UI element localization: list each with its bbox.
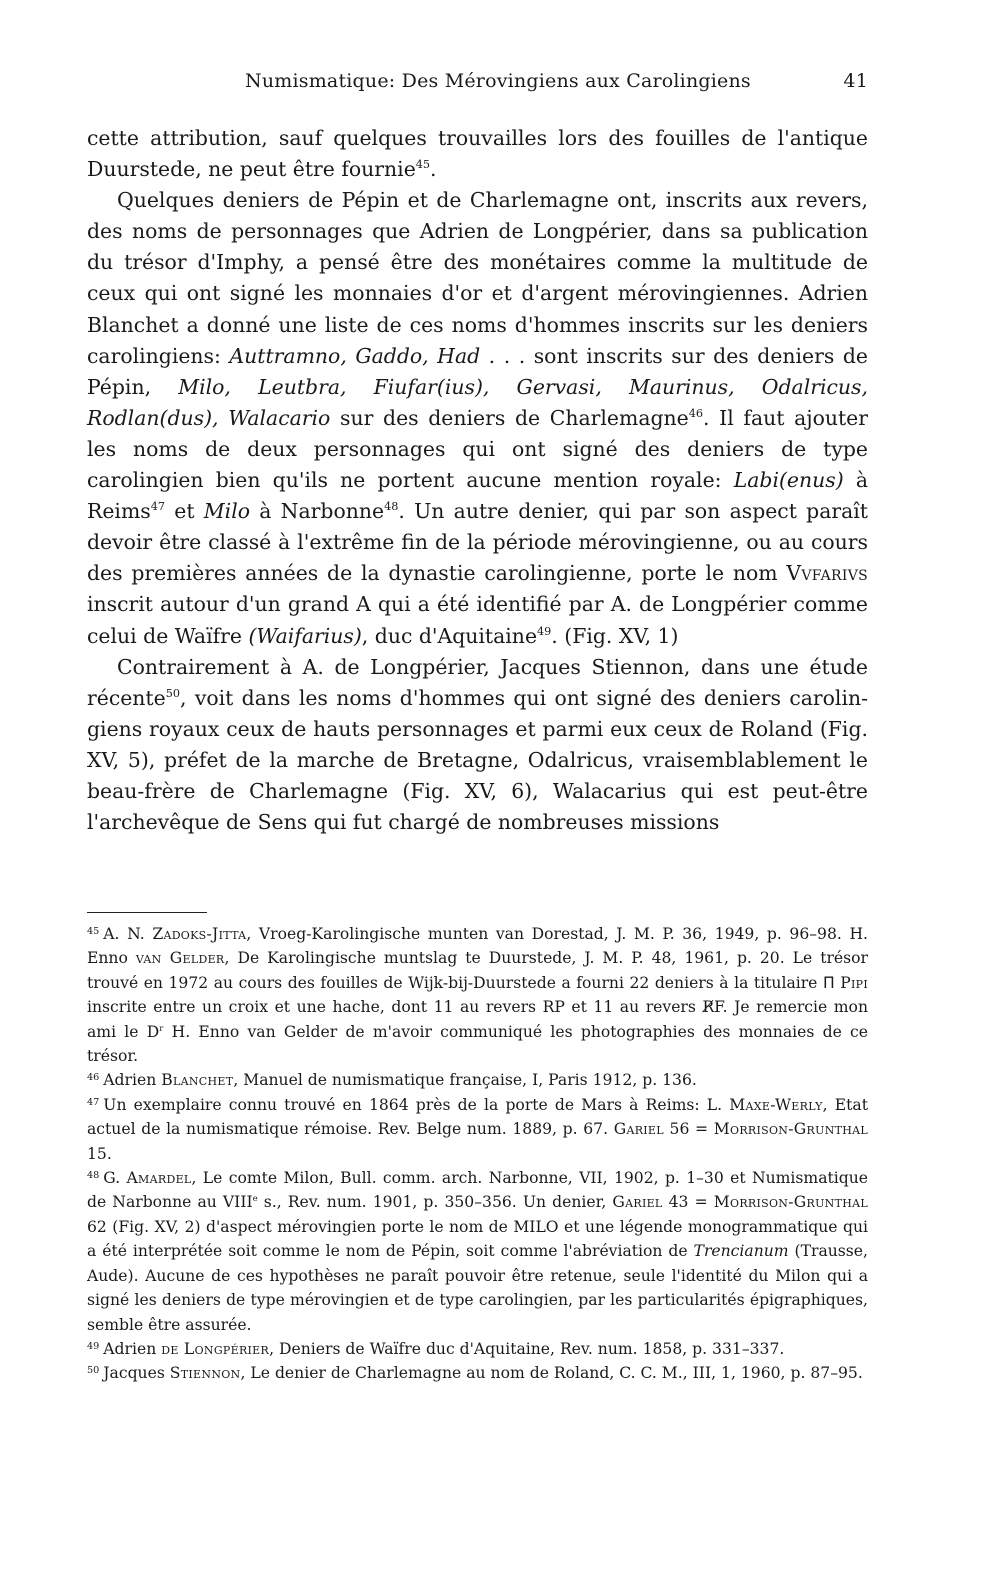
author-name: Maxe-Werly xyxy=(729,1095,823,1114)
text: , Manuel de numismatique française, I, Paris 1912, p. 136. xyxy=(233,1071,697,1090)
footnote-45 xyxy=(87,922,868,1068)
text: A. N. xyxy=(103,925,153,943)
author-name: Zadoks-Jitta xyxy=(152,925,247,943)
text: 56 = xyxy=(663,1120,714,1139)
running-title: Numismatique: Des Mérovingiens aux Carolingiens xyxy=(245,70,751,92)
text: à Reims xyxy=(87,468,868,524)
author-name: Blanchet xyxy=(161,1071,234,1090)
text: Quelques deniers de Pépin et de Charlemagne ont, inscrits aux revers, des noms de personnages que Adrien de Longpérier, dans sa publication du trésor d'Imphy, a pensé être des monétaires comme la multitude de ceux qui ont signé les monnaies d'or et d'argent mérovingiennes. Adrien Blanchet a donné une liste de ces noms d'hommes inscrits sur les deniers carolingiens: xyxy=(87,188,868,368)
text: G. xyxy=(103,1169,127,1188)
page-number: 41 xyxy=(843,70,868,92)
footnote-49 xyxy=(87,1337,868,1361)
footnotes xyxy=(87,922,868,1386)
text: Jacques xyxy=(103,1364,170,1383)
footnote-46 xyxy=(87,1068,868,1092)
author-name: Morrison-Grunthal xyxy=(713,1193,868,1212)
text: Adrien xyxy=(103,1339,162,1358)
text: Adrien xyxy=(103,1071,162,1090)
footnote-50 xyxy=(87,1361,868,1385)
superscript: e xyxy=(252,1194,258,1205)
text: . (Fig. XV, 1) xyxy=(551,623,679,648)
text: , Vroeg-Karolingische munten van Dorestad, J. M. P. 36, 1949, p. 96–98. H. Enno xyxy=(87,925,868,968)
footnote-rule xyxy=(87,912,207,913)
text: à Narbonne xyxy=(250,499,385,524)
text: s., Rev. num. 1901, p. 350–356. Un denier, xyxy=(257,1193,613,1212)
footnote-ref-49: 49 xyxy=(537,624,552,638)
main-text xyxy=(87,123,868,838)
author-name: de Longpérier xyxy=(161,1339,270,1358)
footnote-48 xyxy=(87,1166,868,1337)
text: , Etat actuel de la numismatique rémoise. Rev. Belge num. 1889, p. 67. xyxy=(87,1095,868,1139)
text: , Deniers de Waïfre duc d'Aquitaine, Rev. num. 1858, p. 331–337. xyxy=(269,1339,785,1358)
author-name: Gariel xyxy=(612,1193,663,1212)
text: , De Karolingische muntslag te Duurstede, J. M. P. 48, 1961, p. 20. Le trésor trouvé en 1972 au cours des fouilles de Wijk-bij-Duurstede a fourni 22 deniers à la titulaire xyxy=(87,949,868,992)
author-name: Gariel xyxy=(613,1120,664,1139)
footnote-number: 45 xyxy=(87,925,100,937)
rf-monogram-glyph: R̸F xyxy=(702,998,723,1017)
italic-names: Auttramno, Gaddo, Had xyxy=(229,343,481,368)
text: et xyxy=(165,499,204,524)
footnote-number: 49 xyxy=(87,1340,100,1352)
text: . . . sont inscrits sur des deniers de Pépin, xyxy=(87,343,868,399)
text: . Un autre denier, qui par son aspect paraît devoir être classé à l'extrême fin de la période mérovingienne, ou au cours des premières années de la dynastie carolingienne, porte le nom xyxy=(87,499,869,586)
superscript: r xyxy=(159,1023,164,1034)
text: , Le denier de Charlemagne au nom de Roland, C. C. M., III, 1, 1960, p. 87–95. xyxy=(240,1364,863,1383)
footnote-ref-46: 46 xyxy=(688,407,704,420)
text: Contrairement à A. de Longpérier, Jacques Stiennon, dans une étude récente xyxy=(87,654,868,710)
author-name: Stiennon xyxy=(169,1364,241,1383)
text: , voit dans les noms d'hommes qui ont signé des deniers carolingiens royaux ceux de hauts personnages et parmi eux ceux de Roland (Fig. XV, 5), préfet de la marche de Bretagne, Odalricus, vraisemblablement le beau-frère de Charlemagne (Fig. XV, 6), Walacarius qui est peut-être l'archevêque de Sens qui fut chargé de nombreuses missions xyxy=(87,685,868,835)
text: 62 (Fig. XV, 2) d'aspect mérovingien porte le nom de MILO et une légende monogrammatique qui a été interprétée soit comme le nom de Pépin, soit comme l'abréviation de xyxy=(87,1217,868,1261)
text: . Il faut ajouter les noms de deux personnages qui ont signé des deniers de type carolingien bien qu'ils ne portent aucune mention royale: xyxy=(87,405,868,493)
text: sur des deniers de Charlemagne xyxy=(330,405,689,430)
footnote-number: 46 xyxy=(87,1072,100,1084)
text: 43 = xyxy=(662,1193,714,1212)
text: 15. xyxy=(87,1144,112,1163)
pi-monogram-glyph: Π xyxy=(822,973,835,992)
italic-name: Milo xyxy=(203,499,250,524)
text: H. Enno van Gelder de m'avoir communiqué les photographies des monnaies de ce trésor. xyxy=(87,1022,868,1066)
text: cette attribution, sauf quelques trouvailles lors des fouilles de l'antique Duurstede, ne peut être fournie xyxy=(87,126,868,182)
text: (Trausse, Aude). Aucune de ces hypothèses ne paraît pouvoir être retenue, seule l'identité du Milon qui a signé les deniers de type mérovingien et de type carolingien, par les particularités épigraphiques, semble être assurée. xyxy=(87,1242,868,1334)
text: inscrite entre un croix et une hache, dont 11 au revers RP et 11 au revers xyxy=(87,998,703,1017)
author-name: Morrison-Grunthal xyxy=(713,1120,869,1139)
footnote-number: 48 xyxy=(87,1169,100,1181)
text: inscrit autour d'un grand A qui a été identifié par A. de Longpérier comme celui de Waïfre xyxy=(87,592,868,648)
text: , Le comte Milon, Bull. comm. arch. Narbonne, VII, 1902, p. 1–30 et Numismatique de Narbonne au VIII xyxy=(87,1169,868,1212)
footnote-ref-48: 48 xyxy=(384,500,399,514)
footnote-ref-45: 45 xyxy=(415,158,431,172)
text: , duc d'Aquitaine xyxy=(361,623,538,648)
footnote-ref-50: 50 xyxy=(165,686,180,700)
footnote-ref-47: 47 xyxy=(150,500,166,514)
author-name: Amardel xyxy=(126,1169,192,1188)
footnote-number: 47 xyxy=(87,1096,100,1108)
running-head xyxy=(245,70,868,100)
paragraph-1 xyxy=(87,123,868,185)
text: Un exemplaire connu trouvé en 1864 près de la porte de Mars à Reims: L. xyxy=(103,1095,730,1114)
footnote-47 xyxy=(87,1093,868,1166)
paragraph-2 xyxy=(87,185,868,651)
italic-names: Milo, Leutbra, Fiufar(ius), Gervasi, Maurinus, Odalricus, Rodlan(dus), Walacario xyxy=(87,374,868,430)
small-caps-legend: Vvfarivs xyxy=(786,561,868,586)
text: . xyxy=(430,157,437,182)
text: . Je remercie mon ami le D xyxy=(87,998,868,1041)
italic-term: Trencianum xyxy=(693,1242,789,1261)
italic-name: (Waifarius) xyxy=(248,623,362,648)
paragraph-3 xyxy=(87,652,868,839)
legend-text: Pipi xyxy=(840,973,868,992)
author-name: van Gelder xyxy=(135,949,225,968)
footnote-number: 50 xyxy=(87,1365,100,1376)
italic-name: Labi(enus) xyxy=(733,468,844,493)
